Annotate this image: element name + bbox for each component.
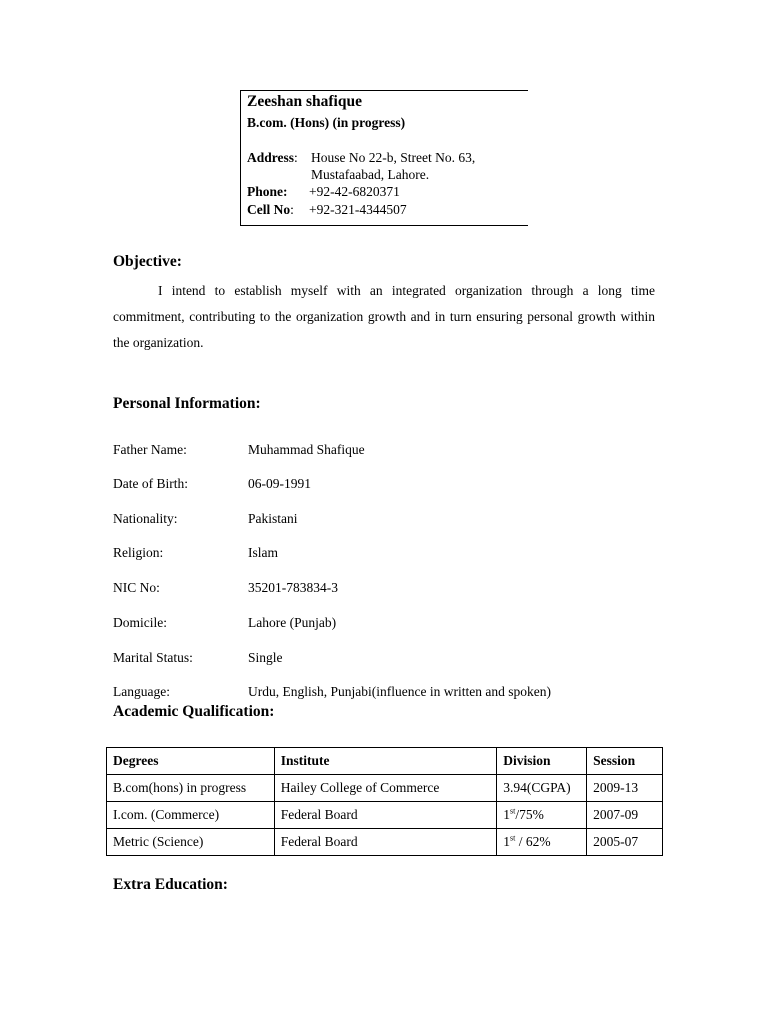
extra-education-heading: Extra Education: — [113, 876, 228, 893]
address-colon: : — [294, 150, 298, 165]
candidate-degree: B.com. (Hons) (in progress) — [247, 115, 406, 130]
table-row — [107, 802, 663, 829]
info-label: NIC No: — [113, 580, 160, 595]
institute-cell: Federal Board — [274, 829, 496, 856]
column-header-degrees: Degrees — [107, 748, 275, 775]
column-header-session: Session — [587, 748, 663, 775]
address-line1: House No 22-b, Street No. 63, — [311, 150, 476, 165]
info-value: Single — [248, 650, 283, 665]
contact-header-box — [240, 90, 528, 226]
division-main: 3.94(CGPA) — [503, 780, 571, 795]
degree-cell: B.com(hons) in progress — [107, 775, 275, 802]
division-cell — [497, 829, 587, 856]
info-label: Marital Status: — [113, 650, 193, 665]
info-label: Language: — [113, 684, 170, 699]
institute-cell: Federal Board — [274, 802, 496, 829]
session-cell: 2009-13 — [587, 775, 663, 802]
candidate-name: Zeeshan shafique — [247, 93, 362, 110]
phone-label: Phone: — [247, 184, 288, 199]
table-row — [107, 775, 663, 802]
info-label: Date of Birth: — [113, 476, 188, 491]
session-cell: 2007-09 — [587, 802, 663, 829]
address-label: Address — [247, 150, 295, 165]
phone-value: +92-42-6820371 — [309, 184, 400, 199]
academic-table — [106, 747, 663, 856]
division-cell — [497, 775, 587, 802]
division-superscript: st — [510, 806, 516, 816]
table-row — [107, 829, 663, 856]
info-value: 06-09-1991 — [248, 476, 311, 491]
info-value: Urdu, English, Punjabi(influence in written and spoken) — [248, 684, 551, 699]
column-header-division: Division — [497, 748, 587, 775]
division-cell — [497, 802, 587, 829]
info-value: Pakistani — [248, 511, 298, 526]
info-value: Muhammad Shafique — [248, 442, 365, 457]
division-main: 1 — [503, 834, 511, 849]
info-label: Domicile: — [113, 615, 167, 630]
info-label: Religion: — [113, 545, 164, 560]
objective-text: I intend to establish myself with an integrated organization through a long time commitment, contributing to the organization growth and in turn ensuring personal growth within the organization. — [113, 283, 655, 350]
cell-label: Cell No — [247, 202, 291, 217]
info-label: Father Name: — [113, 442, 187, 457]
session-cell: 2005-07 — [587, 829, 663, 856]
division-rest: /75% — [515, 807, 544, 822]
degree-cell: I.com. (Commerce) — [107, 802, 275, 829]
cell-value: +92-321-4344507 — [309, 202, 407, 217]
degree-cell: Metric (Science) — [107, 829, 275, 856]
cell-colon: : — [290, 202, 294, 217]
institute-cell: Hailey College of Commerce — [274, 775, 496, 802]
division-rest: / 62% — [515, 834, 551, 849]
info-label: Nationality: — [113, 511, 178, 526]
table-header-row — [107, 748, 663, 775]
info-value: Islam — [248, 545, 278, 560]
column-header-institute: Institute — [274, 748, 496, 775]
objective-heading: Objective: — [113, 253, 182, 270]
division-superscript: st — [510, 833, 516, 843]
info-value: 35201-783834-3 — [248, 580, 338, 595]
address-label-row — [247, 150, 298, 166]
info-value: Lahore (Punjab) — [248, 615, 337, 630]
cell-label-row — [247, 202, 294, 218]
division-main: 1 — [503, 807, 511, 822]
academic-heading: Academic Qualification: — [113, 703, 275, 720]
personal-info-heading: Personal Information: — [113, 395, 261, 412]
phone-label-row — [247, 184, 288, 200]
address-line2: Mustafaabad, Lahore. — [311, 167, 430, 182]
